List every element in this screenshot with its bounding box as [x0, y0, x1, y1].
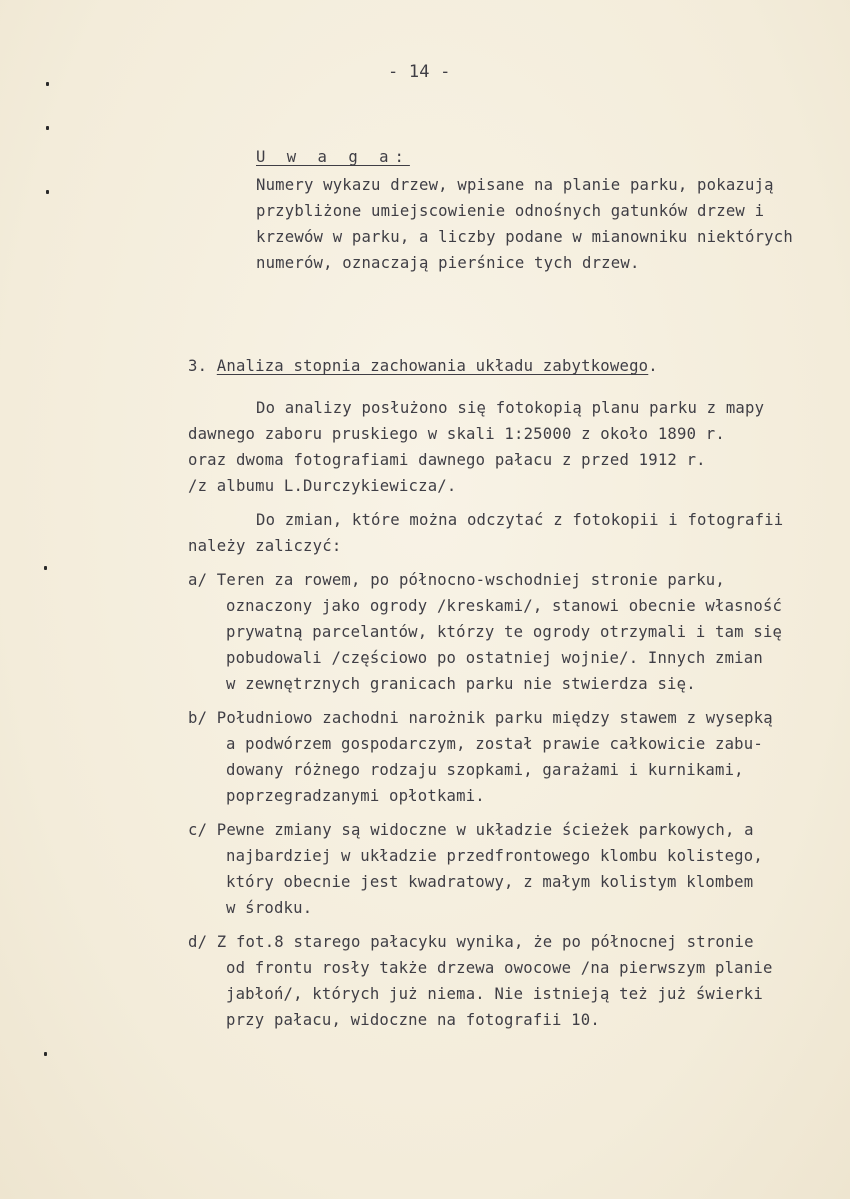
list-item-line: jabłoń/, których już niema. Nie istnieją też już świerki	[226, 985, 763, 1003]
list-item-b	[188, 711, 773, 727]
list-item-line: który obecnie jest kwadratowy, z małym kolistym klombem	[226, 873, 754, 891]
list-item-line: a podwórzem gospodarczym, został prawie całkowicie zabu-	[226, 735, 763, 753]
list-item-d	[188, 935, 754, 951]
list-item-line: Z fot.8 starego pałacyku wynika, że po północnej stronie	[216, 933, 754, 951]
note-line: numerów, oznaczają pierśnice tych drzew.	[256, 254, 640, 272]
section-title-end: .	[648, 357, 658, 375]
list-marker: d/	[188, 933, 208, 951]
note-line: Numery wykazu drzew, wpisane na planie parku, pokazują	[256, 176, 774, 194]
list-item-line: Południowo zachodni narożnik parku między stawem z wysepką	[216, 709, 773, 727]
section-title: Analiza stopnia zachowania układu zabytkowego	[216, 357, 649, 375]
list-item-line: najbardziej w układzie przedfrontowego klombu kolistego,	[226, 847, 763, 865]
section-heading	[188, 359, 658, 375]
list-marker: b/	[188, 709, 208, 727]
scan-speck	[44, 566, 47, 570]
note-heading-text: U w a g a:	[256, 148, 410, 166]
page-number: - 14 -	[388, 62, 451, 82]
scan-speck	[44, 1052, 47, 1056]
list-item-line: Teren za rowem, po północno-wschodniej stronie parku,	[216, 571, 725, 589]
list-item-line: poprzegradzanymi opłotkami.	[226, 787, 485, 805]
paragraph-line: Do analizy posłużono się fotokopią planu parku z mapy	[256, 399, 765, 417]
list-item-line: w środku.	[226, 899, 313, 917]
list-item-line: dowany różnego rodzaju szopkami, garażami i kurnikami,	[226, 761, 744, 779]
note-heading	[256, 150, 410, 166]
list-item-line: Pewne zmiany są widoczne w układzie ścieżek parkowych, a	[216, 821, 754, 839]
list-marker: c/	[188, 821, 208, 839]
list-item-line: pobudowali /częściowo po ostatniej wojnie/. Innych zmian	[226, 649, 763, 667]
list-item-a	[188, 573, 725, 589]
scan-speck	[46, 126, 49, 130]
paragraph-line: Do zmian, które można odczytać z fotokopii i fotografii	[256, 511, 784, 529]
note-line: krzewów w parku, a liczby podane w mianowniku niektórych	[256, 228, 793, 246]
paragraph-line: należy zaliczyć:	[188, 537, 342, 555]
list-item-line: prywatną parcelantów, którzy te ogrody otrzymali i tam się	[226, 623, 783, 641]
list-item-c	[188, 823, 754, 839]
list-item-line: oznaczony jako ogrody /kreskami/, stanowi obecnie własność	[226, 597, 783, 615]
list-item-line: przy pałacu, widoczne na fotografii 10.	[226, 1011, 600, 1029]
section-number: 3.	[188, 357, 208, 375]
scan-speck	[46, 190, 49, 194]
list-marker: a/	[188, 571, 208, 589]
scan-speck	[46, 82, 49, 86]
paragraph-line: /z albumu L.Durczykiewicza/.	[188, 477, 457, 495]
paragraph-line: oraz dwoma fotografiami dawnego pałacu z przed 1912 r.	[188, 451, 706, 469]
list-item-line: w zewnętrznych granicach parku nie stwierdza się.	[226, 675, 696, 693]
list-item-line: od frontu rosły także drzewa owocowe /na pierwszym planie	[226, 959, 773, 977]
paragraph-line: dawnego zaboru pruskiego w skali 1:25000 z około 1890 r.	[188, 425, 725, 443]
note-line: przybliżone umiejscowienie odnośnych gatunków drzew i	[256, 202, 765, 220]
